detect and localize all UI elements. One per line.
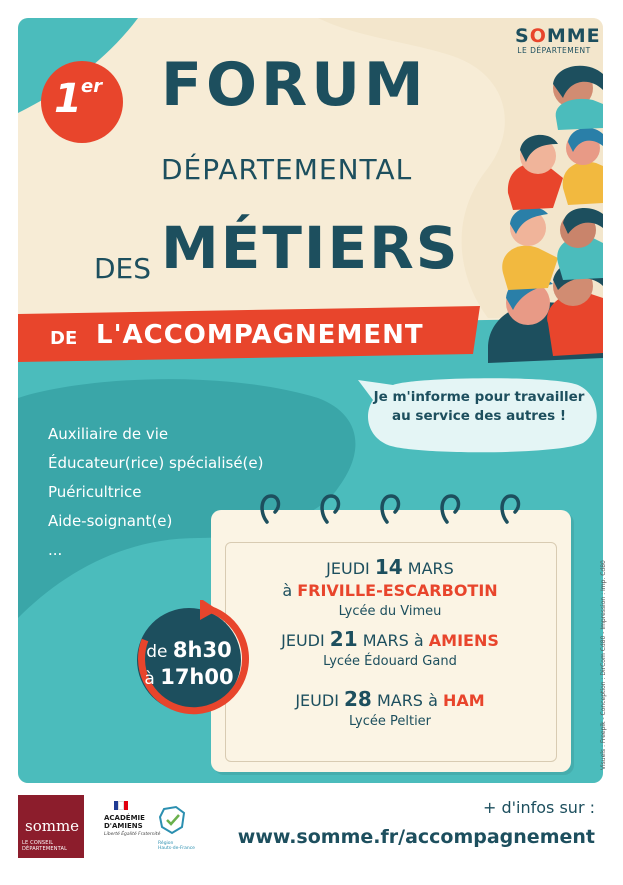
event-2-school: Lycée Édouard Gand (323, 654, 457, 669)
somme-logo-top (515, 25, 601, 55)
credits: Visuels : Freepik - Conception : DirCom Cd80 - Impression : Imp. Cd80 (600, 560, 607, 770)
title-des: DES (94, 252, 152, 285)
calendar-card (211, 510, 571, 772)
job-item: Puéricultrice (48, 483, 142, 501)
french-flag-icon (114, 801, 128, 810)
calendar-rings (259, 492, 529, 532)
title-de: DE (50, 328, 78, 349)
event-3-date: JEUDI 28 MARS à HAM (295, 687, 485, 711)
title-metiers: MÉTIERS (161, 214, 460, 282)
event-1-school: Lycée du Vimeu (338, 604, 442, 619)
job-item: Auxiliaire de vie (48, 425, 169, 443)
poster (18, 18, 603, 783)
event-3 (225, 688, 555, 732)
event-2 (225, 628, 555, 672)
event-1-place: à FRIVILLE-ESCARBOTIN (282, 581, 498, 600)
bubble-line-1: Je m'informe pour travailler (373, 389, 585, 405)
region-map-icon (158, 805, 188, 835)
title-accompagnement: L'ACCOMPAGNEMENT (96, 320, 424, 350)
region-hdf-logo: Région Hauts-de-France (158, 805, 198, 851)
more-info-label: + d'infos sur : (482, 798, 595, 817)
event-1 (225, 556, 555, 622)
bubble-line-2: au service des autres ! (392, 408, 566, 424)
hours-text (130, 638, 248, 692)
badge-number: 1 (54, 76, 82, 122)
event-3-school: Lycée Peltier (348, 714, 432, 729)
hours-to: à 17h00 (144, 665, 234, 689)
job-item: Éducateur(rice) spécialisé(e) (48, 454, 264, 472)
badge-suffix: er (81, 76, 103, 97)
hours-from: de 8h30 (146, 638, 232, 662)
somme-wordmark: SOMME (515, 25, 601, 47)
event-1-date: JEUDI 14 MARS (326, 555, 454, 579)
job-item: Aide-soignant(e) (48, 512, 173, 530)
conseil-departemental-logo: somme LE CONSEIL DÉPARTEMENTAL (18, 795, 84, 858)
website-link[interactable]: www.somme.fr/accompagnement (237, 826, 595, 848)
bubble-text (366, 388, 592, 426)
event-2-date: JEUDI 21 MARS à AMIENS (281, 627, 499, 651)
first-edition-badge (41, 61, 123, 143)
somme-subtitle: LE DÉPARTEMENT (517, 46, 591, 55)
job-item: ... (48, 541, 63, 559)
title-departemental: DÉPARTEMENTAL (161, 153, 413, 186)
title-forum: FORUM (161, 50, 428, 120)
academie-amiens-logo: ACADÉMIE D'AMIENS Liberté Égalité Fraternité (104, 801, 164, 837)
